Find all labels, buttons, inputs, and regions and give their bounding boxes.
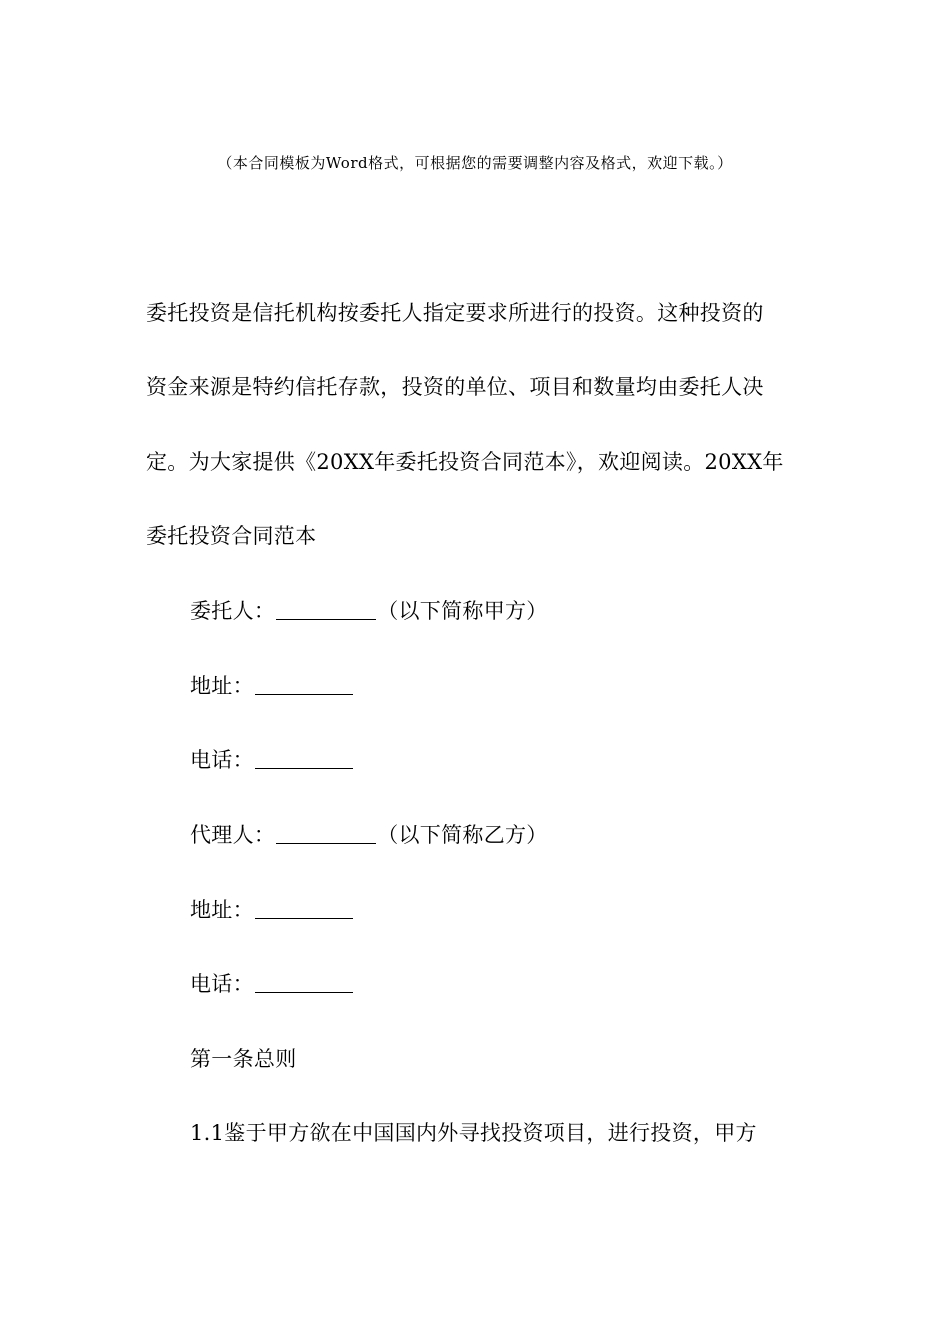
clause-1-1: 1.1鉴于甲方欲在中国国内外寻找投资项目，进行投资，甲方	[190, 1121, 757, 1145]
party-a-address-blank[interactable]	[255, 676, 353, 695]
party-a-label: 委托人：	[190, 599, 276, 623]
party-b-name-blank[interactable]	[276, 825, 376, 844]
party-a-phone-label: 电话：	[190, 748, 254, 772]
party-a-address-line	[190, 671, 354, 701]
party-b-address-line	[190, 895, 354, 925]
party-b-address-blank[interactable]	[255, 900, 353, 919]
template-note: （本合同模板为Word格式，可根据您的需要调整内容及格式，欢迎下载。）	[217, 154, 733, 172]
party-a-line	[190, 596, 548, 626]
party-a-address-label: 地址：	[190, 674, 254, 698]
section-title: 第一条总则	[190, 1047, 297, 1071]
party-a-phone-blank[interactable]	[255, 750, 353, 769]
party-b-line	[190, 820, 548, 850]
party-b-suffix: （以下简称乙方）	[377, 823, 548, 847]
contract-title: 委托投资合同范本	[146, 524, 317, 548]
party-b-phone-label: 电话：	[190, 972, 254, 996]
party-a-suffix: （以下简称甲方）	[377, 599, 548, 623]
party-b-label: 代理人：	[190, 823, 276, 847]
intro-line-1: 委托投资是信托机构按委托人指定要求所进行的投资。这种投资的	[146, 301, 764, 325]
party-b-phone-blank[interactable]	[255, 974, 353, 993]
party-b-address-label: 地址：	[190, 898, 254, 922]
party-a-name-blank[interactable]	[276, 601, 376, 620]
intro-line-2: 资金来源是特约信托存款，投资的单位、项目和数量均由委托人决	[146, 375, 764, 399]
party-b-phone-line	[190, 969, 354, 999]
intro-line-3: 定。为大家提供《20XX年委托投资合同范本》，欢迎阅读。20XX年	[146, 450, 784, 474]
party-a-phone-line	[190, 745, 354, 775]
